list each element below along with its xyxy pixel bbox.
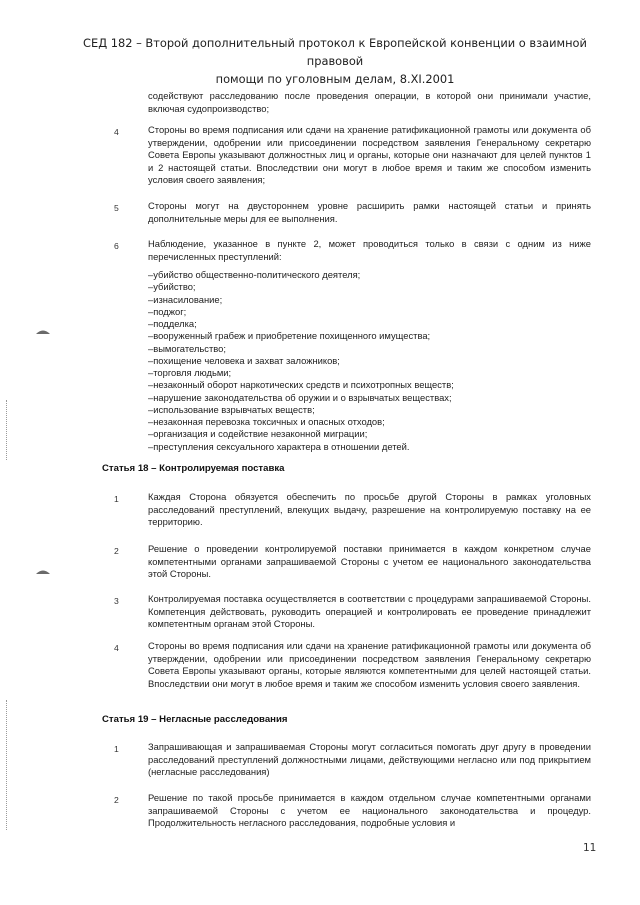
list-item: –торговля людьми; (148, 367, 232, 378)
article17-paragraph-6: Наблюдение, указанное в пункте 2, может проводиться только в связи с одним из ниже перечисленных преступлений: (148, 238, 591, 262)
list-item: –убийство общественно-политического деятеля; (148, 269, 361, 280)
list-item: –поджог; (148, 305, 187, 317)
article17-paragraph-5: Стороны могут на двустороннем уровне расширить рамки настоящей статьи и принять дополнительные меры для ее выполнения. (148, 200, 591, 224)
header-line-1: СЕД 182 – Второй дополнительный протокол к Европейской конвенции о взаимной правовой (83, 36, 587, 68)
offences-list (148, 269, 454, 453)
header-line-2: помощи по уголовным делам, 8.XI.2001 (215, 72, 455, 86)
list-item: –вымогательство; (148, 342, 226, 354)
article18-paragraph-2: Решение о проведении контролируемой поставки принимается в каждом конкретном случае компетентными органами запрашиваемой Стороны с учетом ее национального законодательства этой Стороны. (148, 543, 591, 580)
article19-paragraph-1: Запрашивающая и запрашиваемая Стороны могут согласиться помогать друг другу в проведении расследований преступлений должностными лицами, действующими негласно или под прикрытием (негласные расследования) (148, 741, 591, 778)
punch-hole-mark (36, 568, 50, 574)
paragraph-number: 4 (114, 127, 119, 137)
article19-paragraph-2: Решение по такой просьбе принимается в каждом отдельном случае компетентными органами запрашиваемой Стороны с учетом ее национального законодательства и процедур. Продолжительность негласного расследования, подробные условия и (148, 792, 591, 829)
paragraph-number: 3 (114, 596, 119, 606)
document-header (70, 34, 600, 88)
article19-heading: Статья 19 – Негласные расследования (102, 714, 288, 725)
article17-paragraph-4: Стороны во время подписания или сдачи на хранение ратификационной грамоты или документа об утверждении, одобрении или присоединении посредством заявления Генеральному секретарю Совета Европы указывают должностных лиц и органы, которые они назначают для целей пунктов 1 и 2 настоящей статьи. Впоследствии они могут в любое время и таким же способом изменить условия своего заявления; (148, 124, 591, 186)
list-item: –вооруженный грабеж и приобретение похищенного имущества; (148, 330, 431, 342)
list-item: –использование взрывчатых веществ; (148, 403, 315, 415)
paragraph-number: 5 (114, 203, 119, 213)
list-item: –подделка; (148, 318, 197, 329)
page-number: 11 (583, 842, 597, 854)
list-item: –организация и содействие незаконной миграции; (148, 428, 368, 440)
paragraph-number: 1 (114, 494, 119, 504)
list-item: –изнасилование; (148, 293, 223, 305)
list-item: –незаконный оборот наркотических средств и психотропных веществ; (148, 379, 454, 391)
scan-edge-dots (6, 400, 10, 460)
paragraph-number: 2 (114, 546, 119, 556)
list-item: –убийство; (148, 281, 196, 293)
article18-heading: Статья 18 – Контролируемая поставка (102, 463, 285, 474)
article18-paragraph-3: Контролируемая поставка осуществляется в соответствии с процедурами запрашиваемой Стороны. Компетенция действовать, руководить операцией и контролировать ее проведение принадлежит компетентным органам этой Стороны. (148, 593, 591, 630)
article18-paragraph-1: Каждая Сторона обязуется обеспечить по просьбе другой Стороны в рамках уголовных расследований преступлений, влекущих выдачу, разрешение на контролируемую поставку на ее территорию. (148, 491, 591, 528)
list-item: –преступления сексуального характера в отношении детей. (148, 440, 410, 452)
scan-edge-dots (6, 700, 10, 830)
punch-hole-mark (36, 328, 50, 334)
paragraph-number: 2 (114, 795, 119, 805)
list-item: –похищение человека и захват заложников; (148, 354, 340, 366)
list-item: –нарушение законодательства об оружии и о взрывчатых веществах; (148, 391, 452, 403)
paragraph-number: 1 (114, 744, 119, 754)
paragraph-number: 6 (114, 241, 119, 251)
list-item: –незаконная перевозка токсичных и опасных отходов; (148, 416, 385, 427)
continuation-text: содействуют расследованию после проведения операции, в которой они принимали участие, включая судопроизводство; (148, 90, 591, 114)
paragraph-number: 4 (114, 643, 119, 653)
article18-paragraph-4: Стороны во время подписания или сдачи на хранение ратификационной грамоты или документа об утверждении, одобрении или присоединении посредством заявления Генеральному секретарю Совета Европы указывают органы, которые являются компетентными для целей настоящей статьи. Впоследствии они могут в любое время и таким же способом изменить условия своего заявления. (148, 640, 591, 689)
